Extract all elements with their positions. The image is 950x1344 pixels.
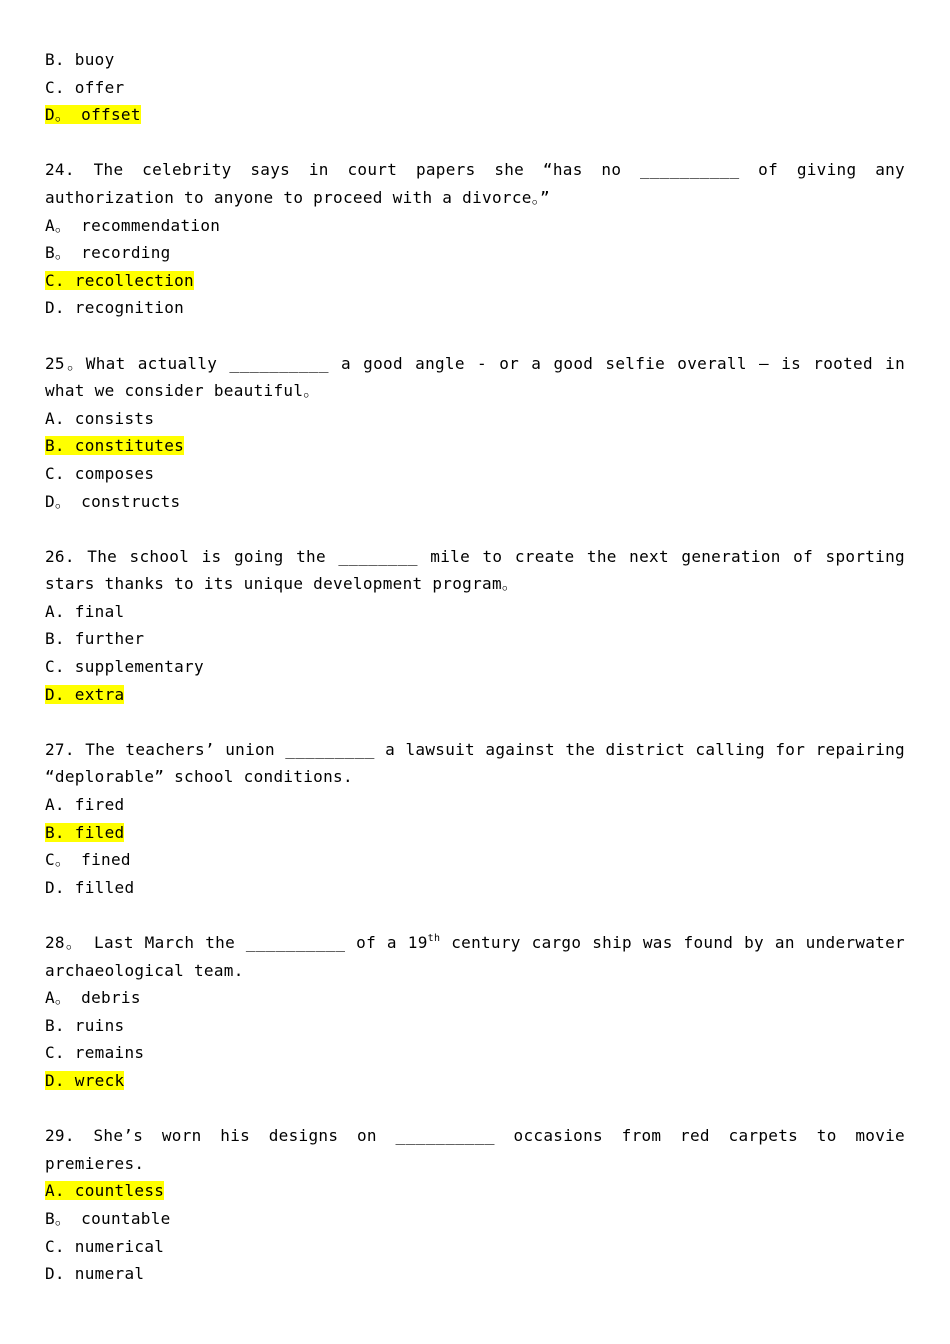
option-b: B. ruins xyxy=(45,1015,125,1035)
question-text: 27. The teachers’ union _________ a lawsuit against the district calling for repairing “deplorable” school conditions. xyxy=(45,739,905,787)
question-23-tail xyxy=(45,46,905,129)
option-b: B。 countable xyxy=(45,1208,171,1228)
option-b: B。 recording xyxy=(45,243,171,263)
question-text: 24. The celebrity says in court papers she “has no __________ of giving any authorization to anyone to proceed with a divorce。” xyxy=(45,160,905,207)
option-d-correct xyxy=(45,681,905,709)
option-d-correct xyxy=(45,1067,905,1095)
option-c: C. remains xyxy=(45,1043,145,1063)
option-d: D. filled xyxy=(45,877,135,897)
answer-highlight: B. constitutes xyxy=(45,436,185,456)
question-28 xyxy=(45,929,905,1095)
question-text: 29. She’s worn his designs on __________ occasions from red carpets to movie premieres. xyxy=(45,1126,905,1173)
ordinal-superscript: th xyxy=(427,933,441,944)
option-c: C. composes xyxy=(45,463,155,483)
option-b: B. further xyxy=(45,629,145,649)
option-d: D. numeral xyxy=(45,1264,145,1284)
answer-highlight: D. extra xyxy=(45,684,125,704)
option-d-correct xyxy=(45,101,905,129)
answer-highlight: C. recollection xyxy=(45,270,194,290)
document-page xyxy=(45,46,905,1288)
answer-highlight: B. filed xyxy=(45,822,125,842)
option-a: A. consists xyxy=(45,408,155,428)
question-text: 26. The school is going the ________ mile to create the next generation of sporting stars thanks to its unique development program。 xyxy=(45,546,905,594)
question-27 xyxy=(45,736,905,902)
answer-highlight: D. wreck xyxy=(45,1070,125,1090)
question-25 xyxy=(45,350,905,516)
option-d: D. recognition xyxy=(45,298,185,318)
question-text: 28。 Last March the __________ of a 19th century cargo ship was found by an underwater archaeological team. xyxy=(45,933,905,980)
option-c: C。 fined xyxy=(45,850,131,870)
question-29 xyxy=(45,1122,905,1288)
option-a: A。 recommendation xyxy=(45,215,221,235)
option-c: C. supplementary xyxy=(45,657,204,677)
option-b-correct xyxy=(45,819,905,847)
option-b: B. buoy xyxy=(45,50,115,69)
option-a: A. fired xyxy=(45,795,125,815)
answer-highlight: A. countless xyxy=(45,1181,165,1201)
option-b-correct xyxy=(45,432,905,460)
option-a: A。 debris xyxy=(45,988,141,1008)
option-a-correct xyxy=(45,1177,905,1205)
question-24 xyxy=(45,156,905,322)
option-a: A. final xyxy=(45,601,125,621)
answer-highlight: D。 offset xyxy=(45,105,141,125)
option-c: C. numerical xyxy=(45,1236,165,1256)
option-d: D。 constructs xyxy=(45,491,181,511)
question-text: 25。What actually __________ a good angle - or a good selfie overall — is rooted in what we consider beautiful。 xyxy=(45,353,905,401)
option-c: C. offer xyxy=(45,77,125,97)
question-26 xyxy=(45,543,905,709)
option-c-correct xyxy=(45,267,905,295)
